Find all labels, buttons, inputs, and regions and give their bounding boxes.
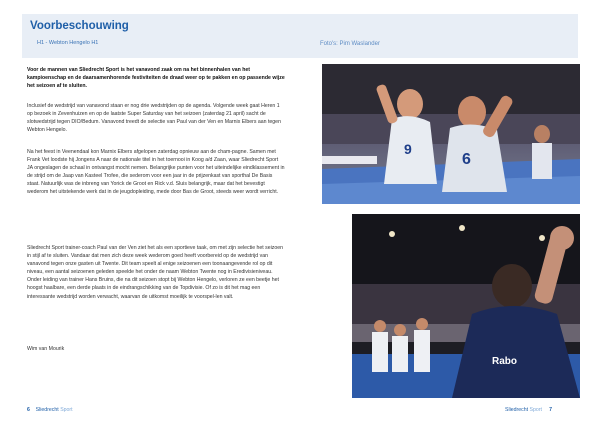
paragraph-2-text: Na het feest in Veenendaal kon Marnix Elbers afgelopen zaterdag opnieuw aan de cham-pagne. Samen met Frank Vet loodste hij Jongens A naar de nationale titel in het toernooi in Koog a/d Zaan, waar Sliedrecht Sport JA ongeslagen de schaal in ontvangst mocht nemen. Belangrijke punten voor het uiteindelijke eindklassement in de strijd om de Jaap van Kasteel Trofee, die sederom voor een jaar in de prijzenkast van sporthal De Basis staat. Natuurlijk was de inbreng van Yorick de Groot en Rick v.d. Sluis belangrijk, maar dat het bevestigt wederom het uitstekende werk dat in de jeugdopleiding, mede door Bas de Groot, steeds weer wordt verricht. bbox=[27, 149, 285, 196]
article-subtitle: H1 - Webton Hengelo H1 bbox=[37, 40, 99, 46]
lead-text: Voor de mannen van Sliedrecht Sport is het vanavond zaak om na het binnenhalen van het kampioenschap en de daarsamenhorende festiviteiten de draad weer op te pakken en op passende wijze het seizoen af te sluiten. bbox=[27, 67, 285, 90]
paragraph-2 bbox=[27, 148, 285, 197]
photo-coach-image bbox=[352, 214, 580, 398]
paragraph-1 bbox=[27, 102, 285, 134]
brand-suffix: Sport bbox=[60, 407, 73, 413]
photo-coach bbox=[352, 214, 580, 398]
brand-name: Sliedrecht bbox=[35, 407, 59, 413]
right-page bbox=[300, 0, 600, 425]
photo-celebration-image bbox=[322, 64, 580, 204]
photo-credit: Foto's: Pim Waslander bbox=[320, 41, 380, 47]
svg-text:Rabo: Rabo bbox=[492, 356, 517, 367]
brand-suffix-right: Sport bbox=[529, 407, 542, 413]
paragraph-3-text: Sliedrecht Sport trainer-coach Paul van der Ven ziet het als een sportieve taak, om met zijn selectie het seizoen in stijl af te sluiten. Vandaar dat men zich deze week wederom goed heeft voorbereid op de wedstrijd van vanavond tegen onze gasten uit Twente. Dit team speelt al enige seizoenen een toonaangevende rol op dit niveau, een aantal seizoenen geleden speelde het onder de naam Webton Twente nog in Eredivisieniveau. Onder leiding van trainer Hans Bruins, die na dit seizoen stopt bij Webton Hengelo, verloren ze een beetje het hoogst haalbare, een derde plaats in de eindrangschikking van de Topdivisie. Of zo is dit het mag een interessante wedstrijd worden verwacht, waarvan de uitkomst moeilijk te voorspel-len valt. bbox=[27, 245, 284, 300]
footer-left bbox=[27, 407, 73, 413]
article-header bbox=[22, 14, 300, 58]
photo-celebration bbox=[322, 64, 580, 204]
photo-header bbox=[300, 14, 578, 58]
svg-text:9: 9 bbox=[404, 141, 412, 157]
author-name: Wim van Mourik bbox=[27, 346, 65, 352]
paragraph-3 bbox=[27, 244, 285, 301]
article-title: Voorbeschouwing bbox=[30, 20, 129, 32]
page-number: 6 bbox=[27, 407, 30, 413]
paragraph-1-text: Inclusief de wedstrijd van vanavond staan er nog drie wedstrijden op de agenda. Volgende week gaat Heren 1 op bezoek in Zevenhuizen en op de laatste Super Saturday van het seizoen (zaterdag 21 april) sacht de slotwedstrijd tegen DIO/Bedum. Vanavond treedt de selectie van Paul van der Ven en Marnix Elbers aan tegen Webton Hengelo. bbox=[27, 103, 281, 134]
lead-paragraph bbox=[27, 66, 285, 90]
footer-right bbox=[505, 407, 552, 413]
svg-text:6: 6 bbox=[462, 151, 471, 168]
page-number-right: 7 bbox=[549, 407, 553, 413]
brand-name-right: Sliedrecht bbox=[505, 407, 529, 413]
